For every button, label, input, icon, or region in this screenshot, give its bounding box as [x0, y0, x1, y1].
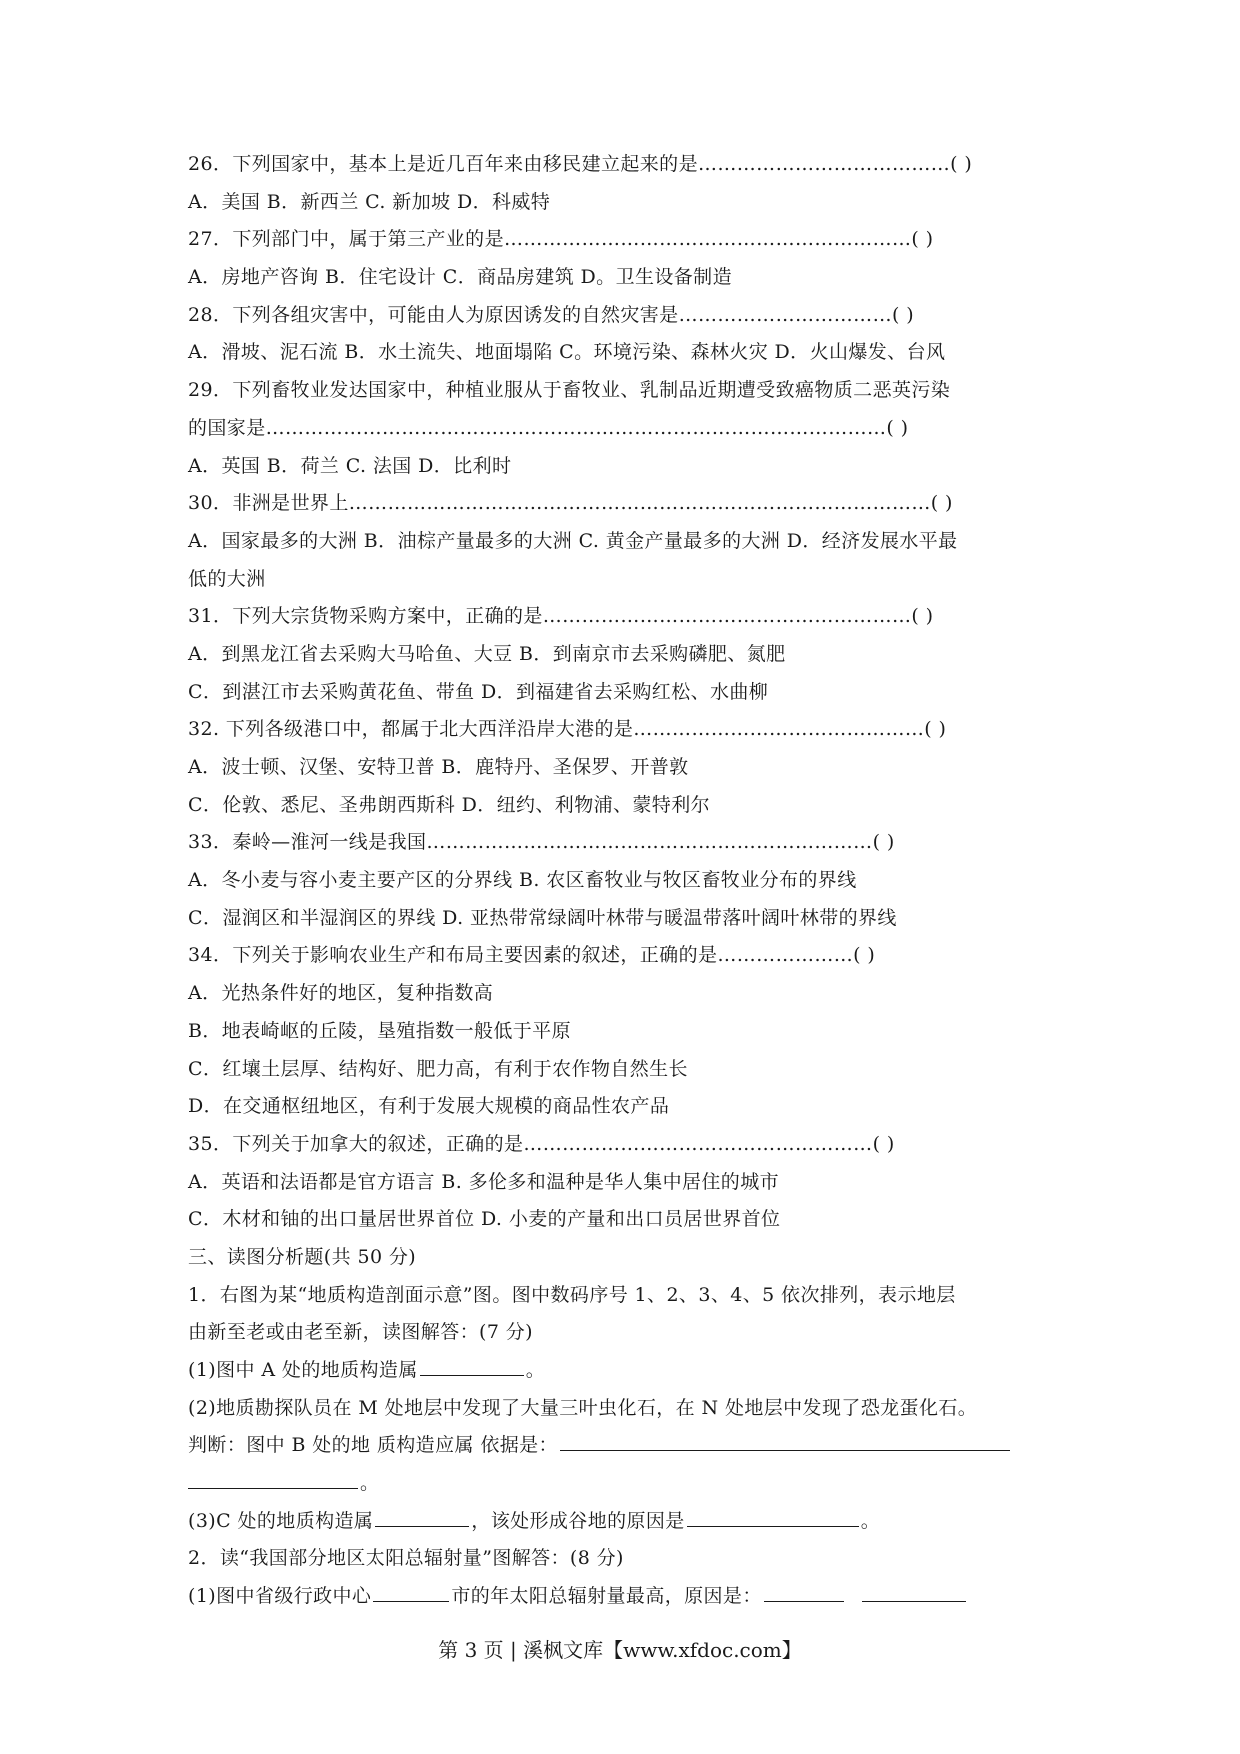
- question-32-stem: 32. 下列各级港口中，都属于北大西洋沿岸大港的是………………………………………( ): [188, 718, 947, 741]
- question-35-options-cd: C．木材和铀的出口量居世界首位 D. 小麦的产量和出口员居世界首位: [188, 1208, 781, 1231]
- map-question-1-part-2-judge: [188, 1427, 1060, 1465]
- question-32-options-cd: C．伦敦、悉尼、圣弗朗西斯科 D．纽约、利物浦、蒙特利尔: [188, 793, 711, 816]
- question-30-options-continued: 低的大洲: [188, 567, 266, 590]
- map-question-2-intro: 2．读“我国部分地区太阳总辐射量”图解答：(8 分): [188, 1547, 624, 1570]
- question-31-stem: 31．下列大宗货物采购方案中，正确的是…………………………………………………( ): [188, 605, 934, 628]
- answer-blank[interactable]: [560, 1428, 1010, 1451]
- part-3-text-b: ，该处形成谷地的原因是: [471, 1509, 685, 1532]
- question-33-options-ab: A．冬小麦与容小麦主要产区的分界线 B. 农区畜牧业与牧区畜牧业分布的界线: [188, 869, 857, 892]
- question-34-option-a: A．光热条件好的地区，复种指数高: [188, 982, 494, 1005]
- answer-blank[interactable]: [188, 1466, 358, 1489]
- answer-blank[interactable]: [687, 1504, 859, 1527]
- map-question-1-part-2-continued: [188, 1465, 1060, 1503]
- part-1-end: 。: [525, 1359, 546, 1381]
- map-question-1-part-3: [188, 1503, 1060, 1541]
- answer-blank[interactable]: [862, 1579, 966, 1602]
- map-question-1-intro: 1．右图为某“地质构造剖面示意”图。图中数码序号 1、2、3、4、5 依次排列，表示地层: [188, 1283, 956, 1306]
- question-34-stem: 34．下列关于影响农业生产和布局主要因素的叙述，正确的是…………………( ): [188, 944, 876, 967]
- map-question-1-part-1: [188, 1352, 1060, 1390]
- question-26-options: A．美国 B．新西兰 C. 新加坡 D．科威特: [188, 190, 551, 213]
- question-29-stem-continued: 的国家是……………………………………………………………………………………( ): [188, 416, 909, 439]
- question-29-options: A．英国 B．荷兰 C. 法国 D．比利时: [188, 454, 512, 477]
- question-34-option-d: D．在交通枢纽地区，有利于发展大规模的商品性农产品: [188, 1095, 670, 1118]
- question-33-options-cd: C．湿润区和半湿润区的界线 D. 亚热带常绿阔叶林带与暖温带落叶阔叶林带的界线: [188, 906, 897, 929]
- question-32-options-ab: A．波士顿、汉堡、安特卫普 B．鹿特丹、圣保罗、开普敦: [188, 756, 689, 778]
- map-question-1-intro-continued: 由新至老或由老至新，读图解答：(7 分): [188, 1321, 533, 1344]
- answer-blank[interactable]: [764, 1579, 844, 1602]
- question-26-stem: 26．下列国家中，基本上是近几百年来由移民建立起来的是…………………………………( ): [188, 153, 973, 175]
- question-30-stem: 30．非洲是世界上………………………………………………………………………………( ): [188, 492, 953, 515]
- question-27-options: A．房地产咨询 B．住宅设计 C．商品房建筑 D。卫生设备制造: [188, 266, 732, 289]
- part-2-judge-text: 判断：图中 B 处的地 质构造应属 依据是：: [188, 1434, 558, 1457]
- part-2-end: 。: [360, 1472, 380, 1495]
- map-question-2-part-1: [188, 1578, 1060, 1616]
- part-1-text: (1)图中 A 处的地质构造属: [188, 1359, 418, 1381]
- question-31-options-ab: A．到黑龙江省去采购大马哈鱼、大豆 B．到南京市去采购磷肥、氮肥: [188, 642, 786, 665]
- question-34-option-b: B．地表崎岖的丘陵，垦殖指数一般低于平原: [188, 1019, 571, 1042]
- question-28-options: A．滑坡、泥石流 B．水土流失、地面塌陷 C。环境污染、森林火灾 D．火山爆发、台风: [188, 341, 946, 364]
- part-3-text-a: (3)C 处的地质构造属: [188, 1509, 374, 1532]
- map-question-1-part-2: (2)地质勘探队员在 M 处地层中发现了大量三叶虫化石，在 N 处地层中发现了恐龙蛋化石。: [188, 1396, 978, 1419]
- answer-blank[interactable]: [375, 1504, 469, 1527]
- question-29-stem: 29．下列畜牧业发达国家中，种植业服从于畜牧业、乳制品近期遭受致癌物质二恶英污染: [188, 379, 951, 402]
- question-27-stem: 27．下列部门中，属于第三产业的是………………………………………………………( ): [188, 228, 934, 251]
- question-28-stem: 28．下列各组灾害中，可能由人为原因诱发的自然灾害是……………………………( ): [188, 303, 915, 326]
- question-33-stem: 33．秦岭—淮河一线是我国……………………………………………………………( ): [188, 831, 895, 854]
- page-footer: 第 3 页 | 溪枫文库【www.xfdoc.com】: [438, 1638, 802, 1662]
- section-heading: 三、读图分析题(共 50 分): [188, 1245, 417, 1268]
- answer-blank[interactable]: [373, 1579, 449, 1602]
- q2-part-1-text-a: (1)图中省级行政中心: [188, 1585, 372, 1608]
- question-34-option-c: C．红壤土层厚、结构好、肥力高，有利于农作物自然生长: [188, 1057, 688, 1080]
- question-35-stem: 35．下列关于加拿大的叙述，正确的是………………………………………………( ): [188, 1132, 895, 1155]
- exam-page-content: [188, 146, 1060, 1616]
- part-3-end: 。: [860, 1509, 881, 1532]
- question-35-options-ab: A．英语和法语都是官方语言 B. 多伦多和温种是华人集中居住的城市: [188, 1170, 780, 1193]
- answer-blank[interactable]: [420, 1353, 524, 1376]
- q2-part-1-text-b: 市的年太阳总辐射量最高，原因是：: [451, 1585, 762, 1608]
- question-30-options: A．国家最多的大洲 B．油棕产量最多的大洲 C. 黄金产量最多的大洲 D．经济发展水平最: [188, 529, 958, 552]
- question-31-options-cd: C．到湛江市去采购黄花鱼、带鱼 D．到福建省去采购红松、水曲柳: [188, 680, 769, 703]
